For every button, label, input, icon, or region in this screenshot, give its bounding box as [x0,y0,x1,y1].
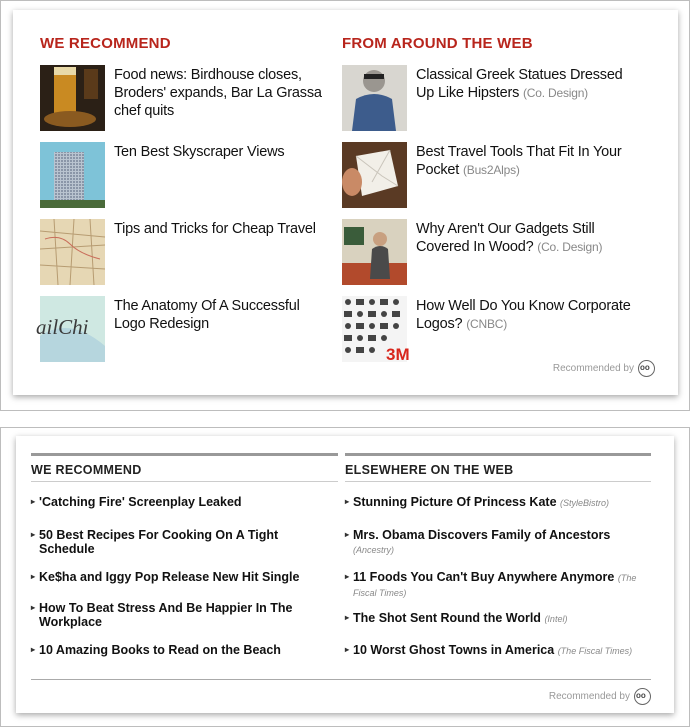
item-source: (The Fiscal Times) [353,573,637,598]
bullet-arrow-icon: ▸ [31,572,36,581]
item-title[interactable]: Food news: Birdhouse closes, Broders' expands, Bar La Grassa chef quits [114,67,322,119]
skyscraper-thumbnail[interactable] [40,142,105,208]
mailchimp-logo-thumbnail[interactable] [36,296,105,362]
from-around-the-web-heading: FROM AROUND THE WEB [342,35,533,52]
list-item[interactable]: ▸ The Shot Sent Round the World (Intel) [345,611,568,625]
item-title[interactable]: The Anatomy Of A Successful Logo Redesign [114,298,300,332]
bullet-arrow-icon: ▸ [31,497,36,506]
recommendation-item[interactable] [342,65,652,131]
outbrain-logo-icon [638,360,655,377]
list-item[interactable]: ▸ Stunning Picture Of Princess Kate (StyleBistro) [345,495,610,509]
item-title[interactable]: Ten Best Skyscraper Views [114,144,285,160]
logos-grid-thumbnail[interactable] [342,296,410,364]
bullet-arrow-icon: ▸ [345,572,350,581]
list-item[interactable]: ▸ Ke$ha and Iggy Pop Release New Hit Single [31,570,300,584]
bullet-arrow-icon: ▸ [345,530,350,539]
divider [345,481,651,482]
item-title[interactable]: Classical Greek Statues Dressed Up Like Hipsters (Co. Design) [416,67,623,101]
item-source: (Co. Design) [537,240,603,254]
recommended-by-text: Recommended by [552,363,634,374]
we-recommend-heading: WE RECOMMEND [31,463,142,477]
vintage-gadgets-thumbnail[interactable] [342,219,407,285]
item-source: (Intel) [544,614,568,624]
bullet-arrow-icon: ▸ [31,530,36,539]
list-item[interactable]: ▸ 10 Worst Ghost Towns in America (The Fiscal Times) [345,643,633,657]
svg-text:ailChi: ailChi [36,315,89,339]
folded-paper-thumbnail[interactable] [342,142,407,208]
list-item[interactable]: ▸ How To Beat Stress And Be Happier In The Workplace [31,601,293,629]
recommendation-item[interactable] [40,219,330,285]
recommendation-item[interactable] [40,65,330,131]
bullet-arrow-icon: ▸ [345,613,350,622]
recommendation-item[interactable] [342,142,652,208]
divider [31,481,338,482]
bullet-arrow-icon: ▸ [345,497,350,506]
item-title[interactable]: Tips and Tricks for Cheap Travel [114,221,316,237]
list-item[interactable]: ▸ 11 Foods You Can't Buy Anywhere Anymore (The Fiscal Times) [345,570,637,598]
recommendation-item[interactable] [36,296,330,362]
list-item[interactable]: ▸ 10 Amazing Books to Read on the Beach [31,643,281,657]
list-item[interactable]: ▸ Mrs. Obama Discovers Family of Ancestors (Ancestry) [345,528,611,555]
recommended-by-link[interactable] [549,688,651,705]
recommendation-item[interactable] [40,142,330,208]
item-source: (StyleBistro) [560,498,610,508]
recommended-by-text: Recommended by [548,691,630,702]
list-item[interactable]: ▸ 50 Best Recipes For Cooking On A Tight Schedule [31,528,279,556]
item-source: (Co. Design) [523,86,588,100]
item-title[interactable]: Why Aren't Our Gadgets Still Covered In Wood? (Co. Design) [416,221,603,255]
item-source: (CNBC) [466,317,508,331]
item-title[interactable]: Best Travel Tools That Fit In Your Pocket (Bus2Alps) [416,144,622,178]
item-source: (Ancestry) [353,545,395,555]
bullet-arrow-icon: ▸ [31,645,36,654]
we-recommend-heading: WE RECOMMEND [40,35,171,52]
svg-text:3M: 3M [386,345,410,364]
map-thumbnail[interactable] [40,219,105,285]
beer-glass-thumbnail[interactable] [40,65,105,131]
recommendation-item[interactable] [342,219,652,285]
bullet-arrow-icon: ▸ [345,645,350,654]
elsewhere-on-the-web-heading: ELSEWHERE ON THE WEB [345,463,514,477]
bottom-recommendation-widget [16,436,674,713]
we-recommend-column [31,453,338,657]
greek-statue-thumbnail[interactable] [342,65,407,131]
top-recommendation-widget [13,10,678,395]
outbrain-logo-icon [634,688,651,705]
elsewhere-on-the-web-column [345,453,651,657]
item-title[interactable]: How Well Do You Know Corporate Logos? (CNBC) [416,298,631,332]
footer-divider [31,679,651,680]
recommendation-item[interactable] [342,296,652,362]
list-item[interactable]: ▸ 'Catching Fire' Screenplay Leaked [31,495,242,509]
item-source: (Bus2Alps) [462,163,520,177]
item-source: (The Fiscal Times) [557,646,633,656]
bullet-arrow-icon: ▸ [31,603,36,612]
recommended-by-link[interactable] [553,360,655,377]
